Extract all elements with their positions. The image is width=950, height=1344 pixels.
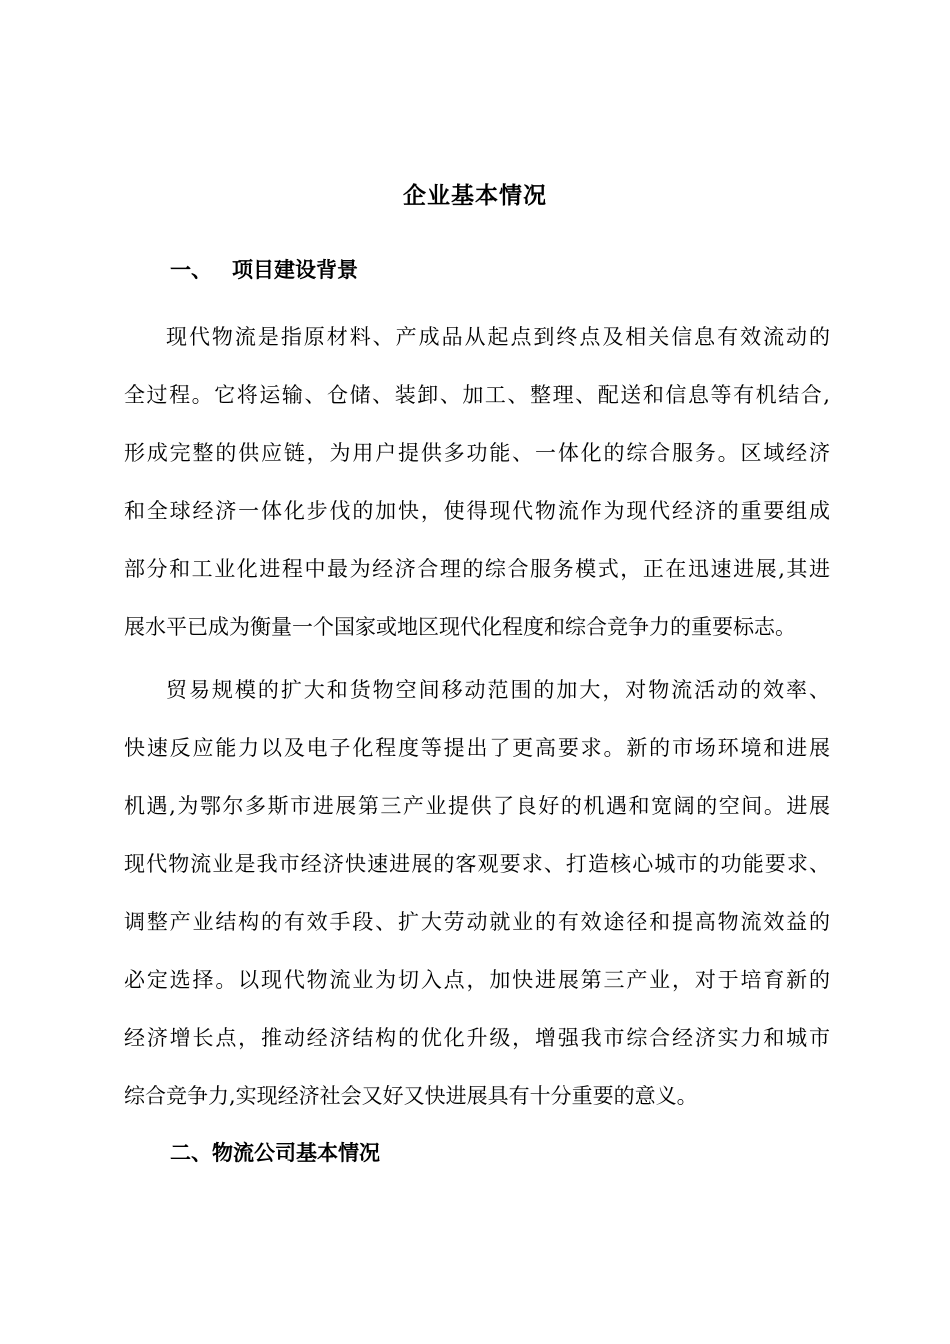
paragraph-line: 调整产业结构的有效手段、扩大劳动就业的有效途径和提高物流效益的 <box>124 910 830 934</box>
paragraph-line: 展水平已成为衡量一个国家或地区现代化程度和综合竞争力的重要标志。 <box>124 615 796 639</box>
paragraph-line: 和全球经济一体化步伐的加快，使得现代物流作为现代经济的重要组成 <box>124 499 830 523</box>
paragraph-modern-logistics <box>124 308 830 656</box>
paragraph-line: 经济增长点，推动经济结构的优化升级，增强我市综合经济实力和城市 <box>124 1026 830 1050</box>
section-number: 一、 <box>170 257 212 282</box>
paragraph-line: 综合竞争力,实现经济社会又好又快进展具有十分重要的意义。 <box>124 1084 698 1108</box>
paragraph-line: 现代物流业是我市经济快速进展的客观要求、打造核心城市的功能要求、 <box>124 852 830 876</box>
paragraph-trade-expansion <box>124 661 830 1125</box>
document-title: 企业基本情况 <box>403 182 547 209</box>
paragraph-line: 形成完整的供应链，为用户提供多功能、一体化的综合服务。区域经济 <box>124 441 830 465</box>
paragraph-line: 现代物流是指原材料、产成品从起点到终点及相关信息有效流动的 <box>166 325 830 349</box>
paragraph-line: 快速反应能力以及电子化程度等提出了更高要求。新的市场环境和进展 <box>124 736 830 760</box>
paragraph-line: 机遇,为鄂尔多斯市进展第三产业提供了良好的机遇和宽阔的空间。进展 <box>124 794 830 818</box>
paragraph-line: 必定选择。以现代物流业为切入点，加快进展第三产业，对于培育新的 <box>124 968 830 992</box>
paragraph-line: 部分和工业化进程中最为经济合理的综合服务模式，正在迅速进展,其进 <box>124 557 830 581</box>
section-heading-text: 项目建设背景 <box>232 257 358 282</box>
section-heading-company-info: 二、物流公司基本情况 <box>170 1140 380 1165</box>
section-heading-project-background <box>170 254 358 286</box>
paragraph-line: 贸易规模的扩大和货物空间移动范围的加大，对物流活动的效率、 <box>166 678 830 702</box>
paragraph-line: 全过程。它将运输、仓储、装卸、加工、整理、配送和信息等有机结合, <box>124 383 830 407</box>
